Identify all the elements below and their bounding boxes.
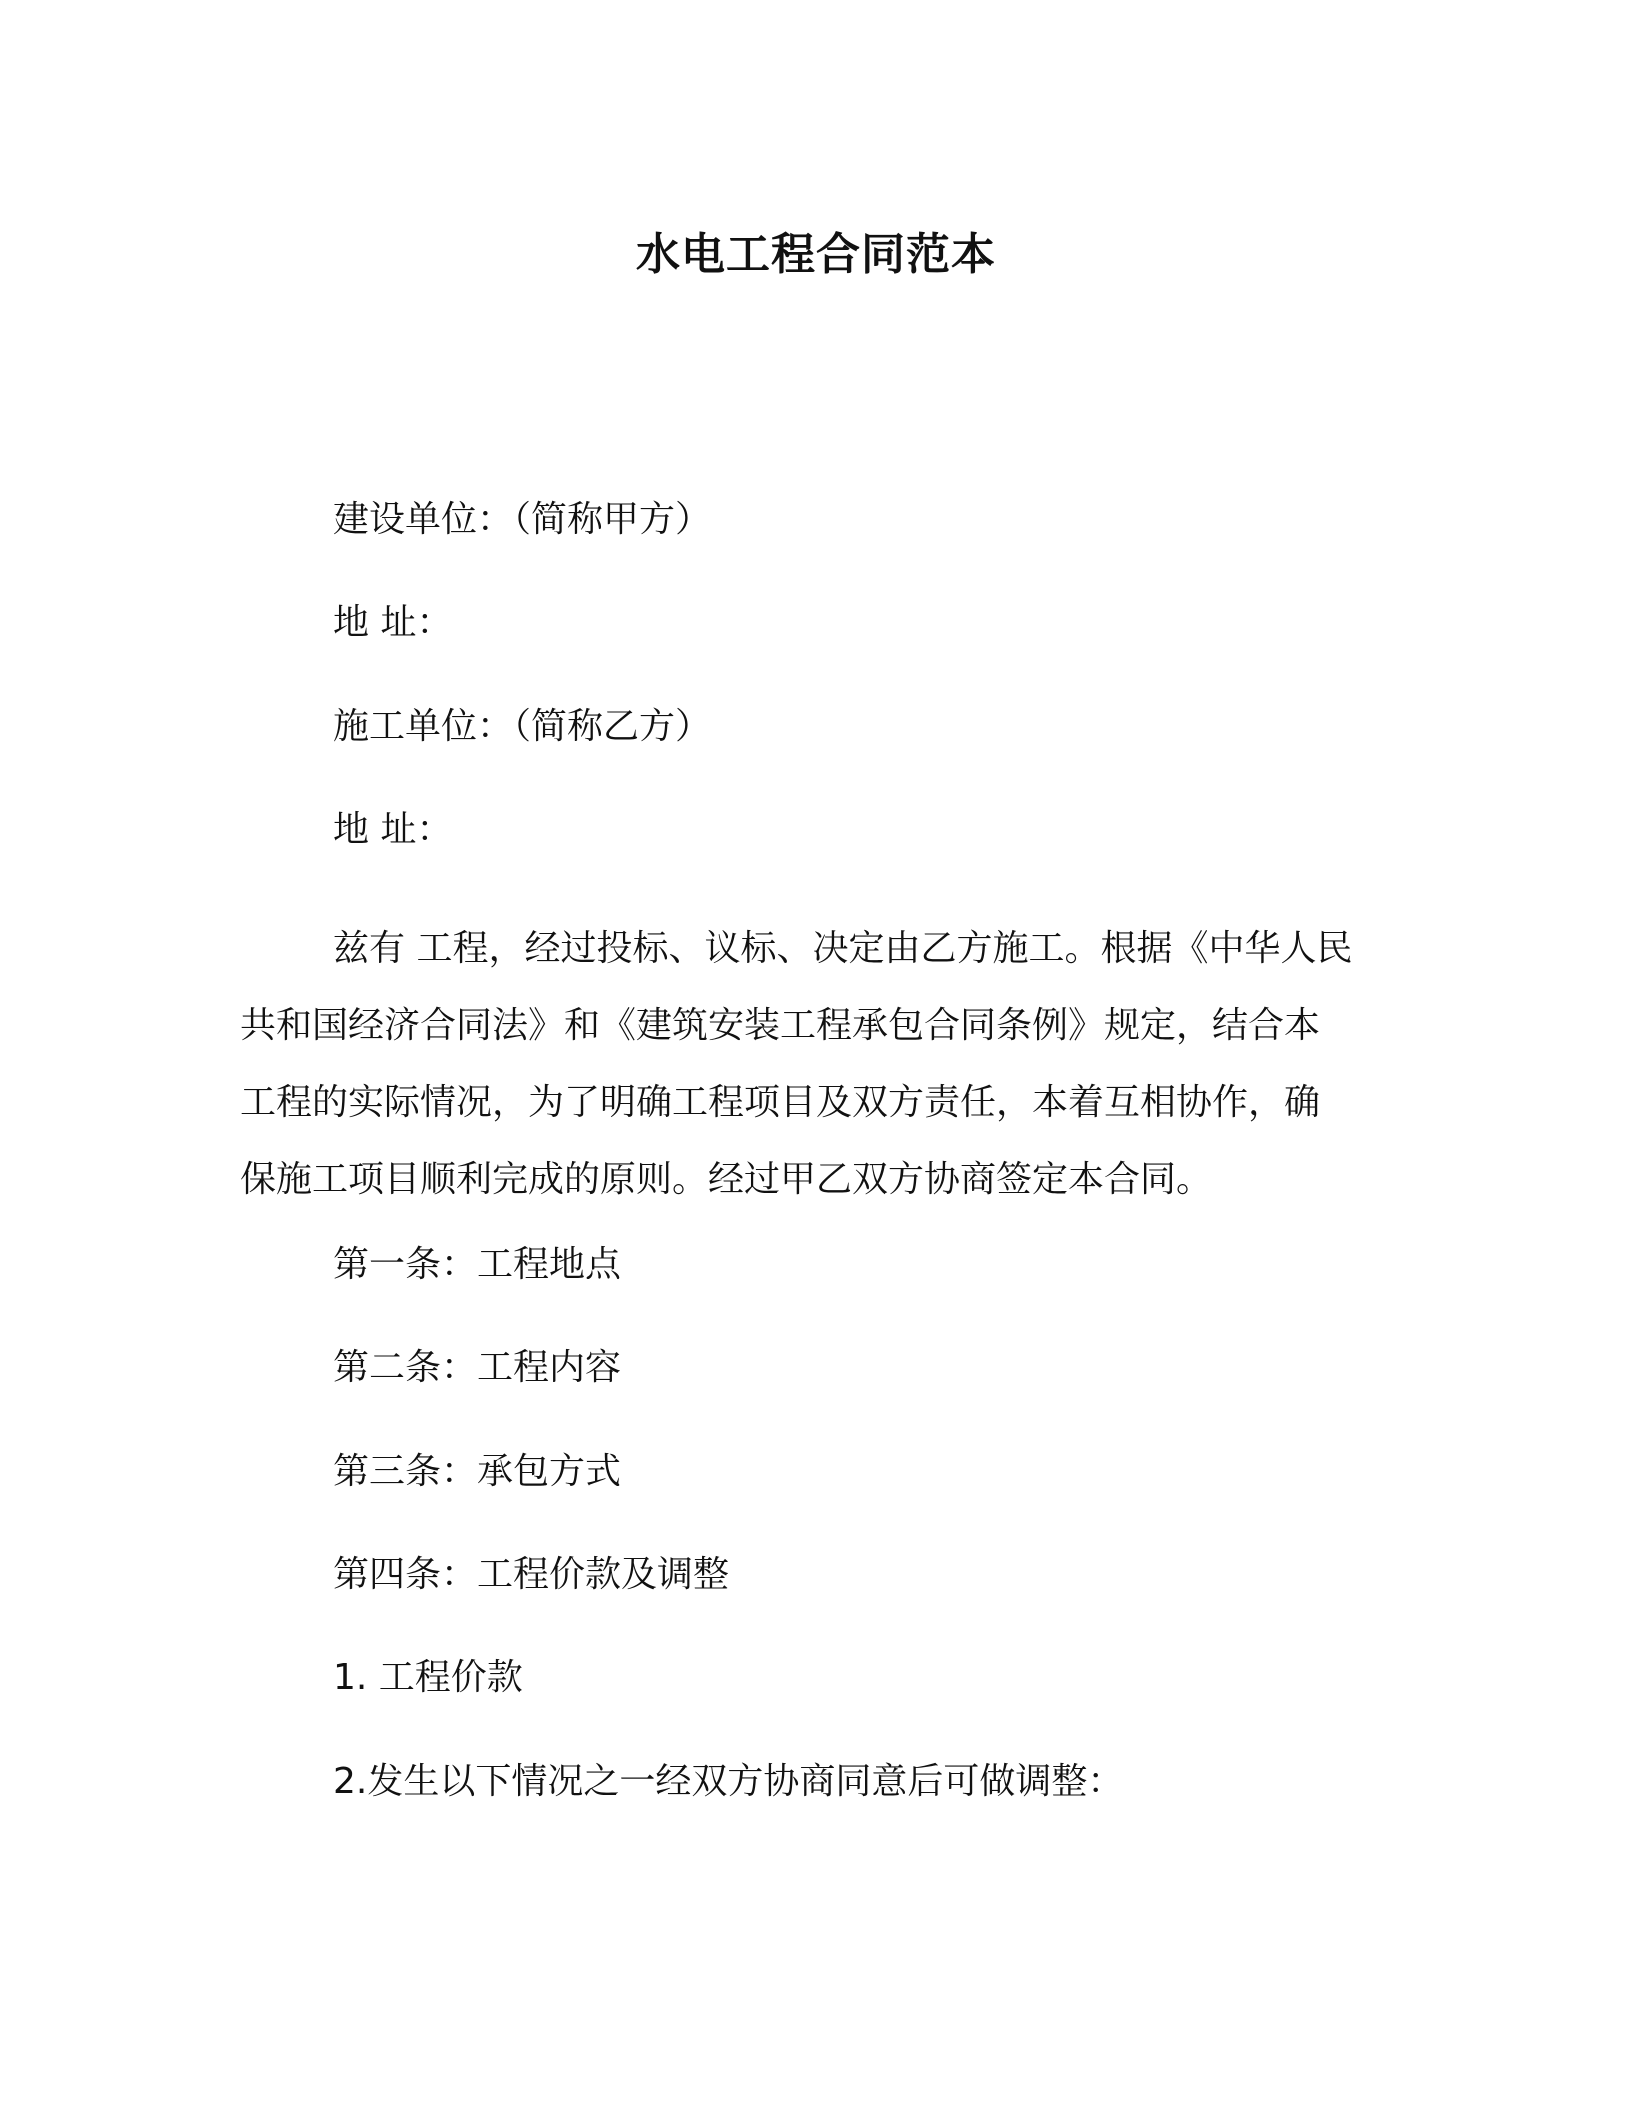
sub-item-2: 2.发生以下情况之一经双方协商同意后可做调整：	[333, 1761, 1124, 1802]
contractor-unit-line: 施工单位：（简称乙方）	[333, 706, 712, 747]
article-3: 第三条：承包方式	[333, 1451, 622, 1492]
document-title: 水电工程合同范本	[636, 229, 996, 280]
intro-paragraph-line: 保施工项目顺利完成的原则。经过甲乙双方协商签定本合同。	[240, 1159, 1213, 1200]
construction-unit-line: 建设单位：（简称甲方）	[333, 499, 712, 540]
article-2: 第二条：工程内容	[333, 1347, 622, 1388]
intro-paragraph-line: 兹有 工程，经过投标、议标、决定由乙方施工。根据《中华人民	[333, 928, 1353, 969]
intro-paragraph	[240, 910, 1390, 1218]
sub-item-1: 1. 工程价款	[333, 1657, 523, 1698]
article-4: 第四条：工程价款及调整	[333, 1554, 730, 1595]
article-1: 第一条：工程地点	[333, 1244, 622, 1285]
intro-paragraph-line: 工程的实际情况，为了明确工程项目及双方责任，本着互相协作，确	[240, 1082, 1321, 1123]
intro-paragraph-line: 共和国经济合同法》和《建筑安装工程承包合同条例》规定，结合本	[240, 1005, 1321, 1046]
party-b-address-line: 地 址：	[333, 809, 453, 850]
party-a-address-line: 地 址：	[333, 602, 453, 643]
